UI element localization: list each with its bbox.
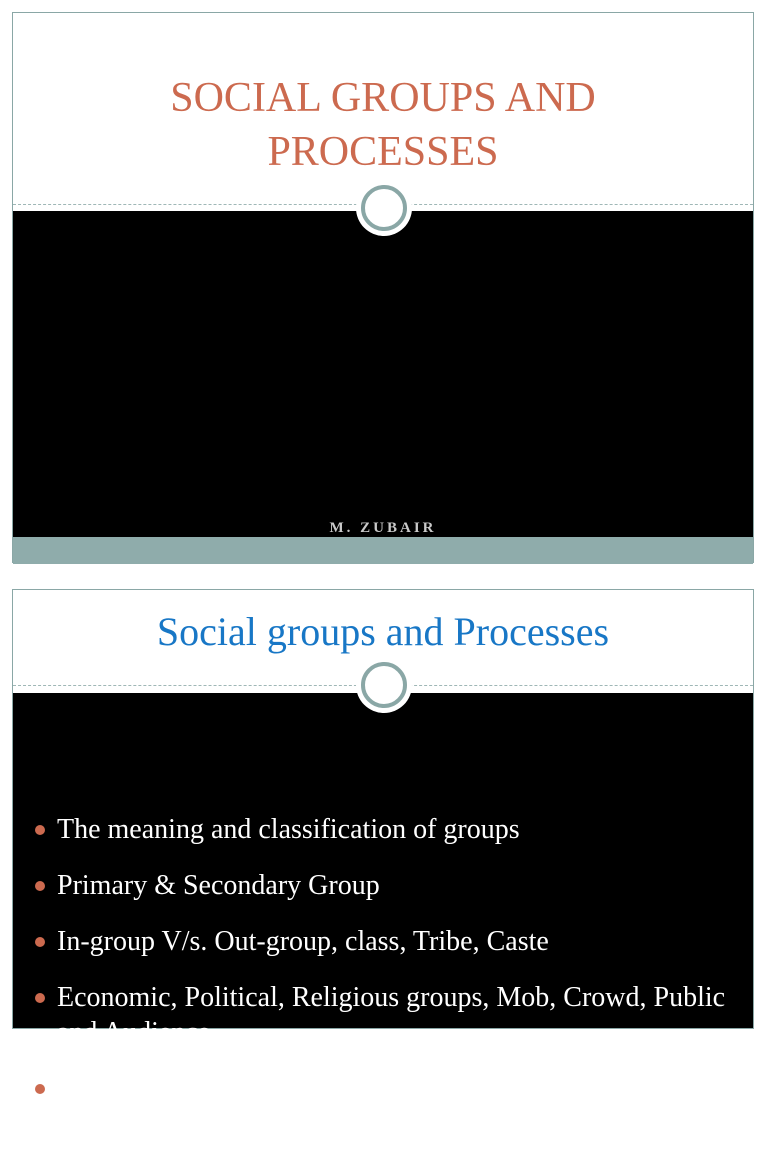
bullet-dot-icon bbox=[35, 1084, 45, 1094]
bullet-dot-icon bbox=[35, 881, 45, 891]
list-item bbox=[57, 868, 743, 903]
slide-title-heading bbox=[13, 71, 753, 179]
slide-content-title: Social groups and Processes bbox=[156, 609, 610, 654]
list-item-text: Economic, Political, Religious groups, Mob, Crowd, Public and Audience bbox=[57, 982, 726, 1048]
list-item bbox=[57, 924, 743, 959]
slide-title bbox=[12, 12, 754, 563]
bullet-dot-icon bbox=[35, 937, 45, 947]
list-item-text: Primary & Secondary Group bbox=[57, 870, 380, 901]
title-line-2: PROCESSES bbox=[267, 129, 499, 175]
list-item bbox=[57, 980, 743, 1050]
list-item bbox=[57, 1071, 743, 1141]
divider-circle-icon bbox=[361, 662, 407, 708]
bullet-dot-icon bbox=[35, 825, 45, 835]
title-line-1: SOCIAL GROUPS AND bbox=[170, 75, 596, 121]
slide-body bbox=[13, 211, 753, 537]
divider-circle-icon bbox=[361, 185, 407, 231]
list-item-text: The meaning and classification of groups bbox=[57, 814, 520, 845]
list-item bbox=[57, 812, 743, 847]
slide-header bbox=[13, 13, 753, 205]
accent-band bbox=[13, 537, 753, 564]
slide-body bbox=[13, 693, 753, 1139]
bullet-list bbox=[13, 812, 753, 1162]
author-name: M. ZUBAIR bbox=[329, 520, 437, 536]
bullet-dot-icon bbox=[35, 993, 45, 1003]
list-item-text: In-group V/s. Out-group, class, Tribe, Caste bbox=[57, 926, 549, 957]
list-item-text: Social Interaction and Social Processes - Co-operation, Competition, Conflict, Accommodation bbox=[57, 1073, 674, 1139]
slide-content bbox=[12, 589, 754, 1139]
